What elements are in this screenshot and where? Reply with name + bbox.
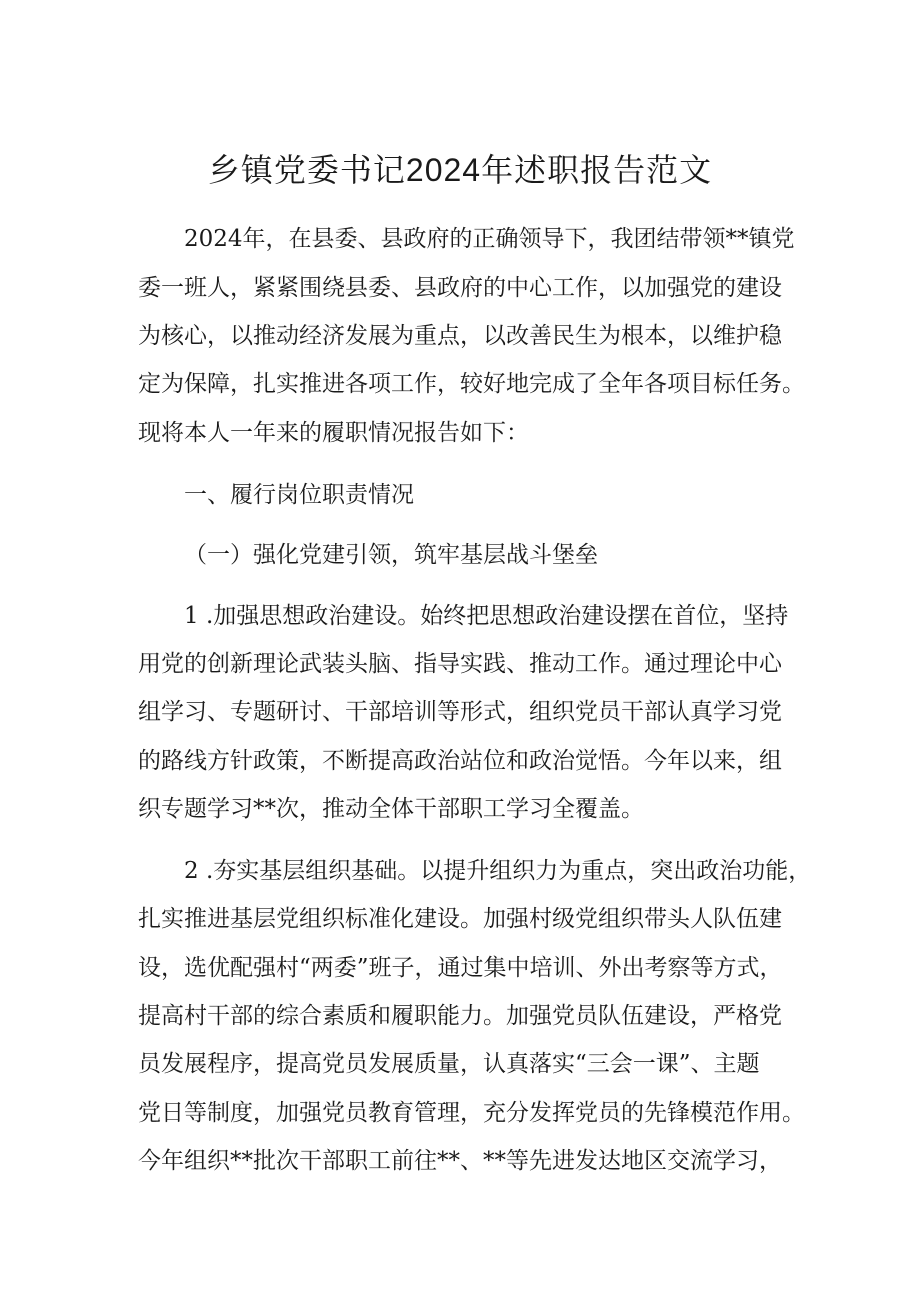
item2-line: 2 .夯实基层组织基础。以提升组织力为重点，突出政治功能， [184,858,812,884]
intro-line: 现将本人一年来的履职情况报告如下： [138,420,529,446]
item2-line: 设，选优配强村“两委”班子，通过集中培训、外出考察等方式， [138,955,783,981]
item2-line: 党日等制度，加强党员教育管理，充分发挥党员的先锋模范作用。 [138,1100,805,1126]
intro-line: 为核心，以推动经济发展为重点，以改善民生为根本，以维护稳 [138,323,782,349]
intro-line: 2024年，在县委、县政府的正确领导下，我团结带领**镇党 [184,226,795,252]
item2-line: 扎实推进基层党组织标准化建设。加强村级党组织带头人队伍建 [138,906,782,932]
item2-line: 员发展程序，提高党员发展质量，认真落实“三会一课”、主题 [138,1051,760,1077]
item1-line: 组学习、专题研讨、干部培训等形式，组织党员干部认真学习党 [138,699,782,725]
intro-line: 定为保障，扎实推进各项工作，较好地完成了全年各项目标任务。 [138,371,805,397]
item1-line: 用党的创新理论武装头脑、指导实践、推动工作。通过理论中心 [138,651,782,677]
intro-line: 委一班人，紧紧围绕县委、县政府的中心工作，以加强党的建设 [138,275,782,301]
item1-line: 织专题学习**次，推动全体干部职工学习全覆盖。 [138,796,644,822]
item2-line: 今年组织**批次干部职工前往**、**等先进发达地区交流学习， [138,1148,782,1174]
document-title: 乡镇党委书记2024年述职报告范文 [207,152,713,188]
item2-line: 提高村干部的综合素质和履职能力。加强党员队伍建设，严格党 [138,1003,782,1029]
item1-line: 1 .加强思想政治建设。始终把思想政治建设摆在首位，坚持 [184,603,789,629]
item1-line: 的路线方针政策，不断提高政治站位和政治觉悟。今年以来，组 [138,748,782,774]
subsection-heading: （一）强化党建引领，筑牢基层战斗堡垒 [184,542,598,568]
section-heading: 一、履行岗位职责情况 [184,482,414,508]
